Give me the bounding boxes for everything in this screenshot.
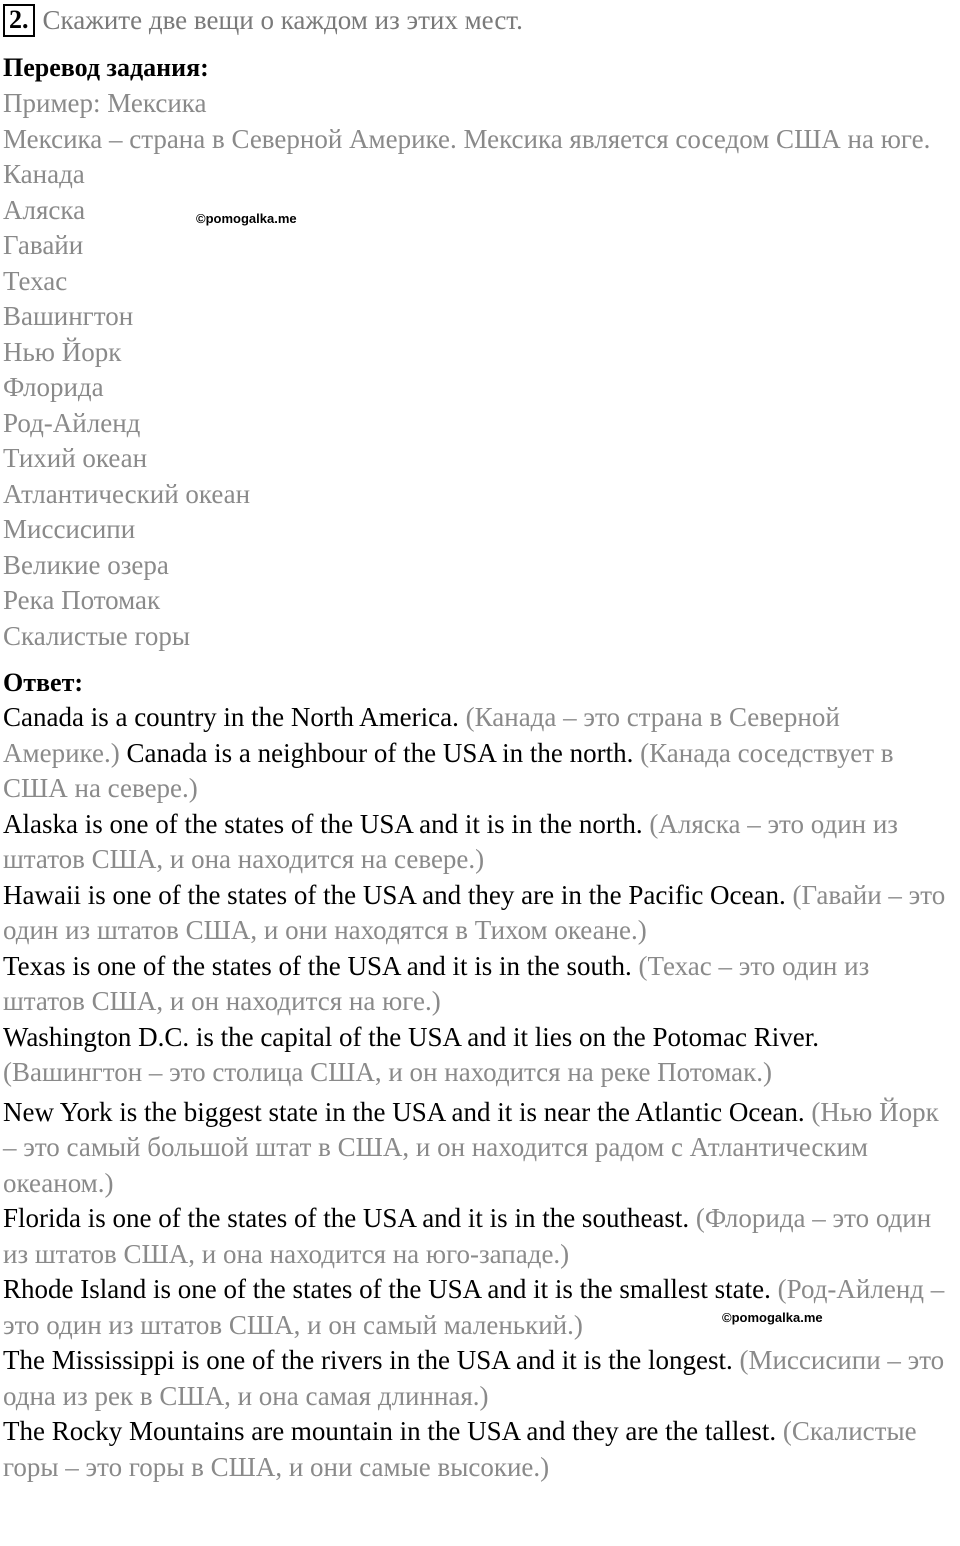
task-header [3, 0, 957, 40]
answer-russian: (Канада – это страна в Северной Америке.) [3, 702, 840, 768]
place-item: Нью Йорк [3, 336, 122, 367]
answer-english: Florida is one of the states of the USA and it is in the southeast. [3, 1203, 690, 1233]
answer-english: Canada is a neighbour of the USA in the north. [126, 737, 634, 768]
answer-russian: (Нью Йорк – это самый большой штат в США, и он находится радом с Атлантическим океаном.) [3, 1096, 939, 1198]
answer-english: New York is the biggest state in the USA and it is near the Atlantic Ocean. [3, 1096, 805, 1127]
answer-english: The Rocky Mountains are mountain in the USA and they are the tallest. [3, 1416, 777, 1446]
task-instruction: Скажите две вещи о каждом из этих мест. [42, 4, 523, 35]
place-item: Флорида [3, 372, 104, 402]
place-item: Вашингтон [3, 301, 134, 331]
answer-paragraph [3, 1414, 955, 1485]
answer-english: Hawaii is one of the states of the USA and they are in the Pacific Ocean. [3, 879, 786, 910]
answer-paragraph [3, 807, 955, 878]
watermark: ©pomogalka.me [196, 211, 297, 226]
answer-russian: (Скалистые горы – это горы в США, и они самые высокие.) [3, 1416, 917, 1482]
place-item: Скалистые горы [3, 620, 191, 651]
place-item: Река Потомак [3, 585, 161, 615]
place-item: Род-Айленд [3, 407, 141, 438]
answer-paragraph [3, 878, 955, 949]
answer-english: Canada is a country in the North America. [3, 702, 459, 732]
answer-paragraph [3, 1201, 955, 1272]
answers-block [3, 700, 957, 1485]
answer-russian: (Род-Айленд – это один из штатов США, и он самый маленький.) [3, 1274, 945, 1340]
answer-russian: (Гавайи – это один из штатов США, и они находятся в Тихом океане.) [3, 879, 946, 945]
answer-russian: (Аляска – это один из штатов США, и она находится на севере.) [3, 808, 898, 874]
answer-russian: (Флорида – это один из штатов США, и она находится на юго-западе.) [3, 1203, 932, 1269]
answer-english: Texas is one of the states of the USA and it is in the south. [3, 950, 632, 981]
watermark: ©pomogalka.me [722, 1310, 823, 1325]
place-item: Миссисипи [3, 514, 136, 544]
answer-paragraph [3, 1272, 955, 1343]
example-title: Пример: Мексика [3, 88, 207, 118]
place-item: Гавайи [3, 230, 84, 260]
places-list [3, 157, 957, 654]
place-item: Тихий океан [3, 443, 148, 473]
place-item: Атлантический океан [3, 478, 251, 509]
answer-english: Alaska is one of the states of the USA and it is in the north. [3, 808, 643, 839]
answer-paragraph [3, 1095, 955, 1202]
answer-paragraph [3, 949, 955, 1020]
example-block [3, 86, 957, 157]
answer-russian: (Техас – это один из штатов США, и он находится на юге.) [3, 950, 870, 1016]
answer-english: Washington D.C. is the capital of the USA and it lies on the Potomac River. [3, 1021, 819, 1052]
translation-heading: Перевод задания: [3, 53, 209, 82]
answer-russian: (Вашингтон – это столица США, и он находится на реке Потомак.) [3, 1057, 772, 1087]
place-item: Великие озера [3, 549, 169, 580]
answer-english: Rhode Island is one of the states of the USA and it is the smallest state. [3, 1274, 771, 1304]
answer-russian: (Миссисипи – это одна из рек в США, и она самая длинная.) [3, 1345, 945, 1411]
place-item: Аляска [3, 194, 86, 225]
place-item: Канада [3, 159, 85, 189]
answer-paragraph [3, 1020, 955, 1091]
answer-heading: Ответ: [3, 668, 84, 697]
place-item: Техас [3, 265, 68, 296]
answer-russian: (Канада соседствует в США на севере.) [3, 737, 894, 803]
answer-english: The Mississippi is one of the rivers in the USA and it is the longest. [3, 1345, 733, 1375]
task-number: 2. [3, 4, 35, 37]
example-text: Мексика – страна в Северной Америке. Мексика является соседом США на юге. [3, 123, 931, 154]
answer-paragraph [3, 700, 955, 807]
answer-paragraph [3, 1343, 955, 1414]
